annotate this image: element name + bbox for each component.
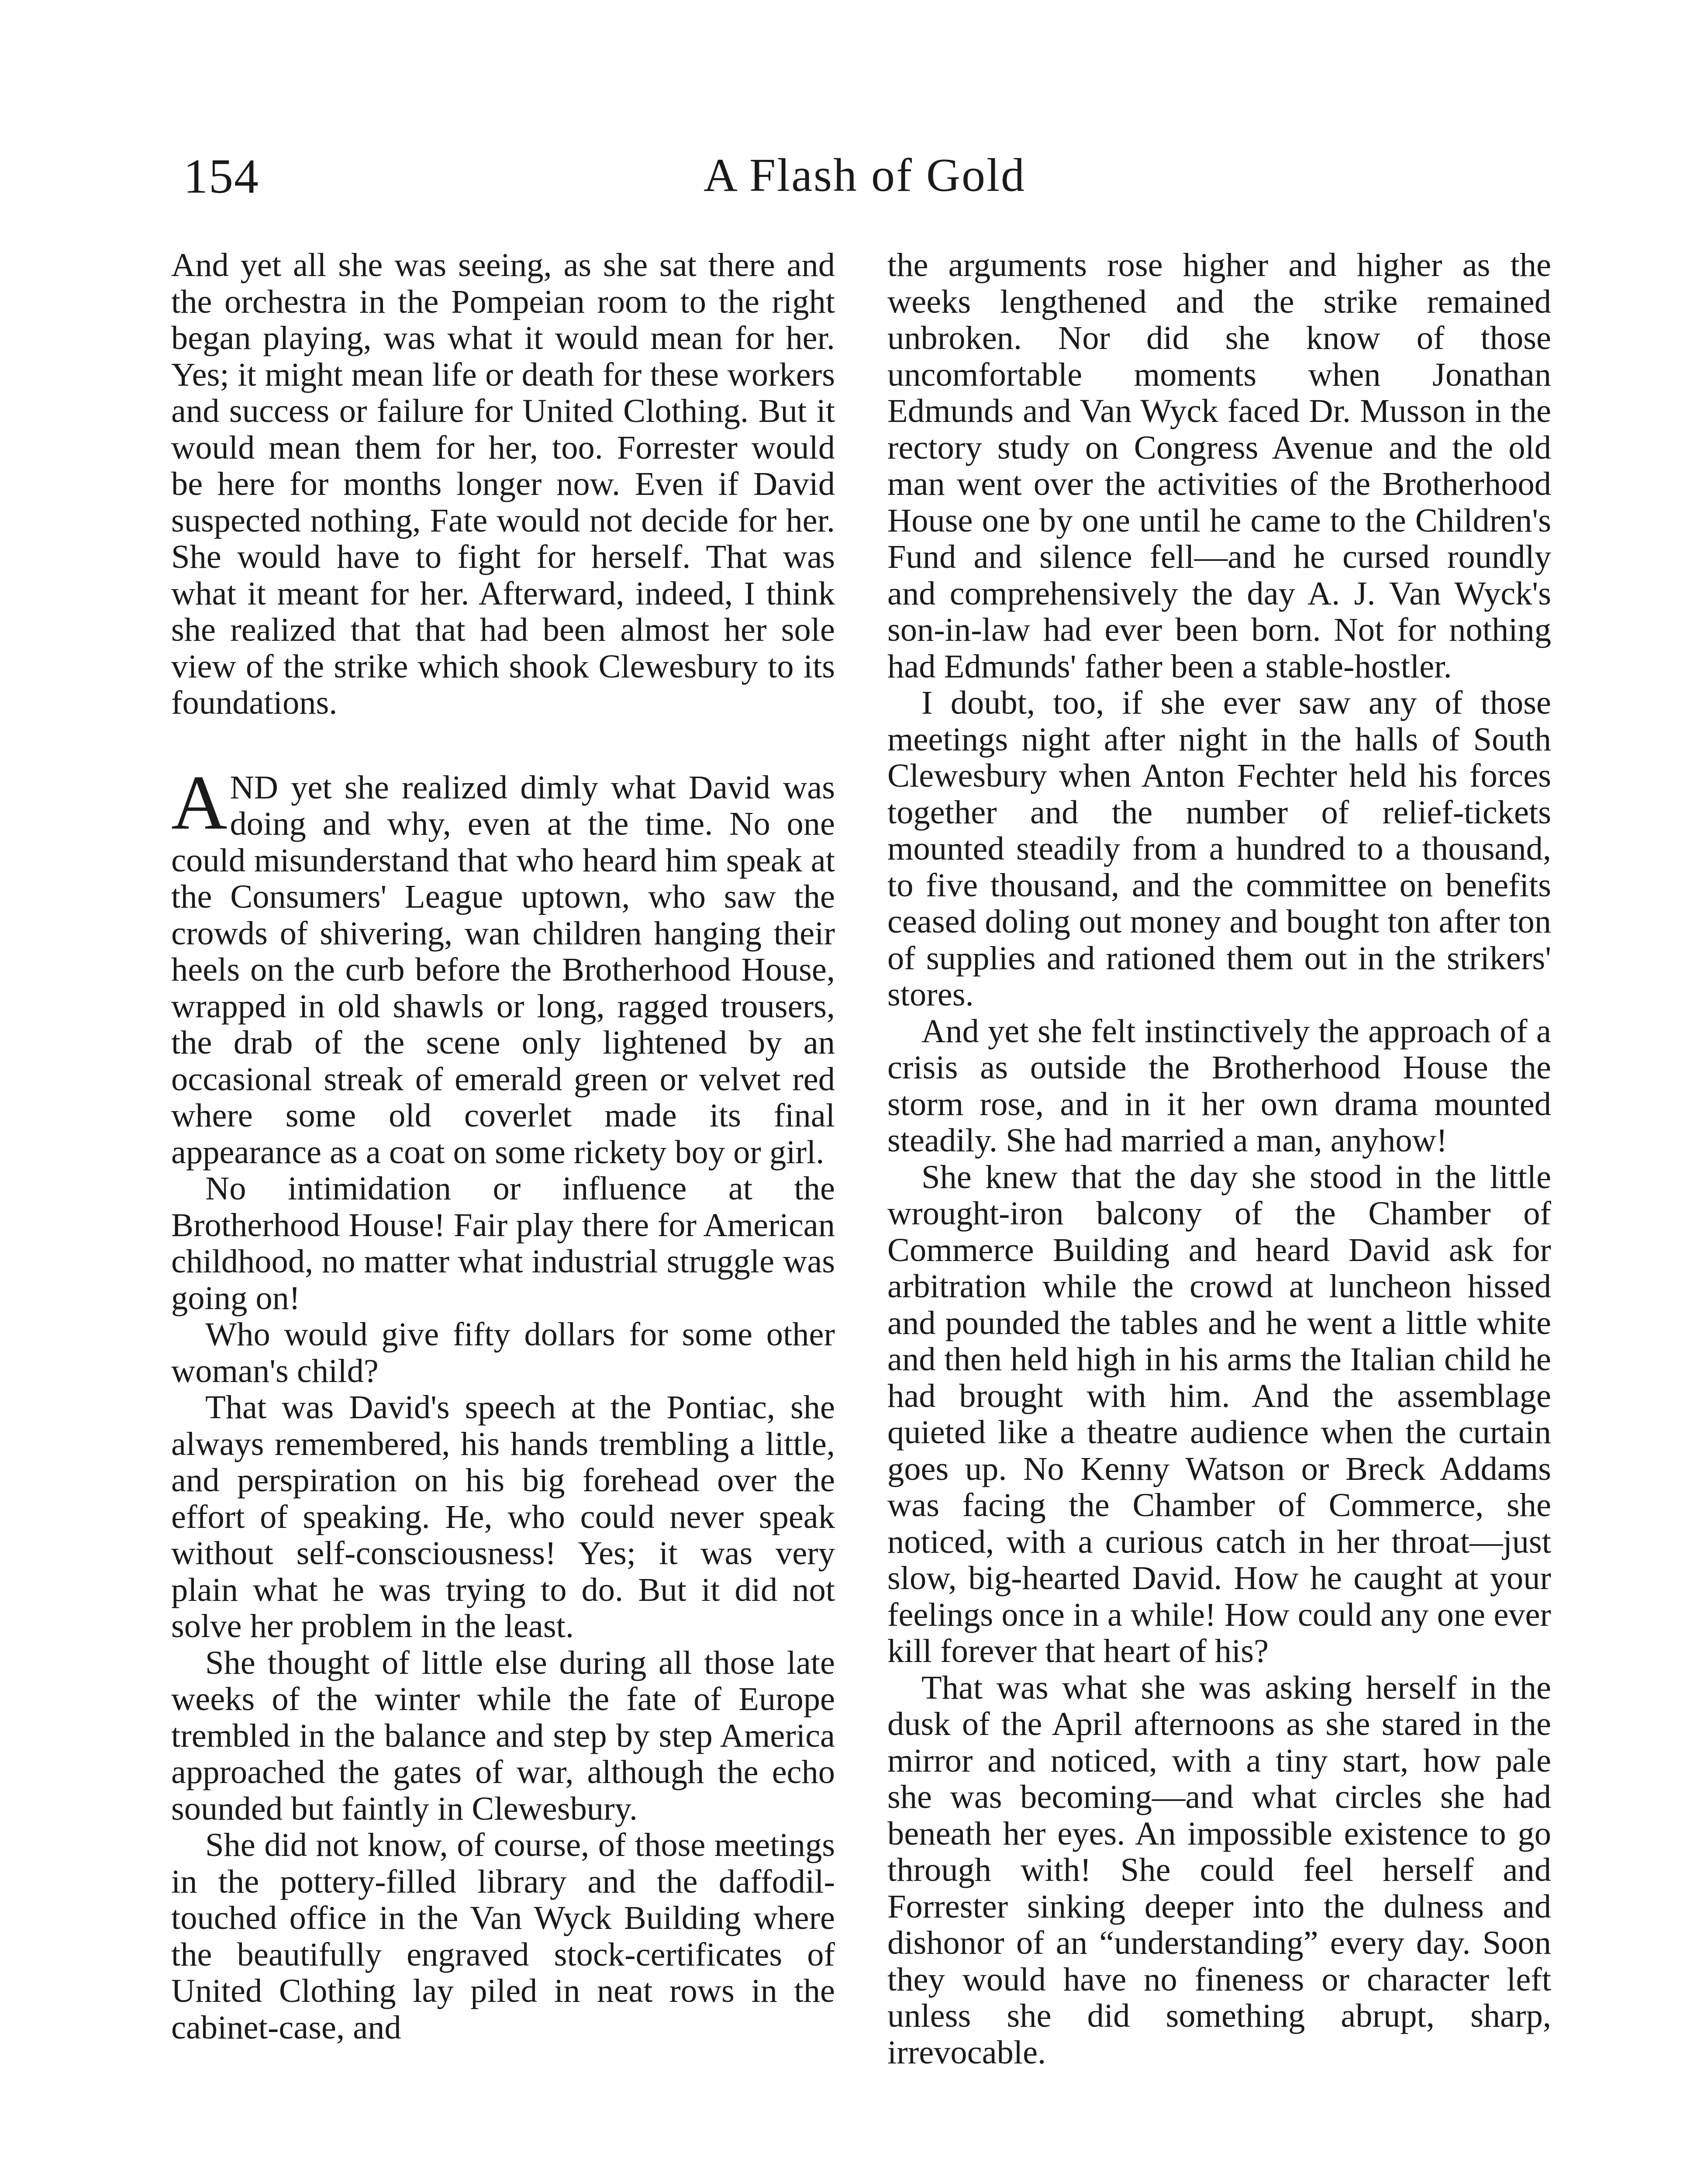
paragraph: She knew that the day she stood in the little wrought-iron balcony of the Chamber of Commerce Building and heard David ask for arbitration while the crowd at luncheon hissed and pounded the tables and he went a little white and then held high in his arms the Italian child he had brought with him. And the assemblage quieted like a theatre audience when the curtain goes up. No Kenny Watson or Breck Addams was facing the Chamber of Commerce, she noticed, with a curious catch in her throat—just slow, big-hearted David. How he caught at your feelings once in a while! How could any one ever kill forever that heart of his? [887, 1158, 1551, 1669]
paragraph: Who would give fifty dollars for some other woman's child? [171, 1316, 835, 1389]
paragraph: And yet all she was seeing, as she sat there and the orchestra in the Pompeian room to the right began playing, was what it would mean for her. Yes; it might mean life or death for these workers and success or failure for United Clothing. But it would mean them for her, too. Forrester would be here for months longer now. Even if David suspected nothing, Fate would not decide for her. She would have to fight for herself. That was what it meant for her. Afterward, indeed, I think she realized that that had been almost her sole view of the strike which shook Clewesbury to its foundations. [171, 246, 835, 721]
drop-cap: A [171, 759, 228, 846]
left-column [171, 247, 835, 2184]
page-number: 154 [183, 149, 259, 204]
right-column [887, 247, 1551, 2184]
article-body [171, 247, 1551, 2184]
paragraph: I doubt, too, if she ever saw any of those meetings night after night in the halls of South Clewesbury when Anton Fechter held his forces together and the number of relief-tickets mounted steadily from a hundred to a thousand, to five thousand, and the committee on benefits ceased doling out money and bought ton after ton of supplies and rationed them out in the strikers' stores. [887, 684, 1551, 1013]
running-title: A Flash of Gold [703, 149, 1026, 201]
paragraph: That was David's speech at the Pontiac, she always remembered, his hands trembling a little, and perspiration on his big forehead over the effort of speaking. He, who could never speak without self-consciousness! Yes; it was very plain what he was trying to do. But it did not solve her problem in the least. [171, 1389, 835, 1645]
paragraph: No intimidation or influence at the Brotherhood House! Fair play there for American childhood, no matter what industrial struggle was going on! [171, 1170, 835, 1317]
paragraph-text: ND yet she realized dimly what David was doing and why, even at the time. No one could misunderstand that who heard him speak at the Consumers' League uptown, who saw the crowds of shivering, wan children hanging their heels on the curb before the Brotherhood House, wrapped in old shawls or long, ragged trousers, the drab of the scene only lightened by an occasional streak of emerald green or velvet red where some old coverlet made its final appearance as a coat on some rickety boy or girl. [171, 768, 835, 1171]
paragraph: She thought of little else during all those late weeks of the winter while the fate of Europe trembled in the balance and step by step America approached the gates of war, although the echo sounded but faintly in Clewesbury. [171, 1644, 835, 1827]
section-start-paragraph [171, 759, 835, 1171]
paragraph: And yet she felt instinctively the approach of a crisis as outside the Brotherhood House the storm rose, and in it her own drama mounted steadily. She had married a man, anyhow! [887, 1012, 1551, 1159]
paragraph: She did not know, of course, of those meetings in the pottery-filled library and the daffodil-touched office in the Van Wyck Building where the beautifully engraved stock-certificates of United Clothing lay piled in neat rows in the cabinet-case, and [171, 1826, 835, 2046]
paragraph: the arguments rose higher and higher as the weeks lengthened and the strike remained unbroken. Nor did she know of those uncomfortable moments when Jonathan Edmunds and Van Wyck faced Dr. Musson in the rectory study on Congress Avenue and the old man went over the activities of the Brotherhood House one by one until he came to the Children's Fund and silence fell—and he cursed roundly and comprehensively the day A. J. Van Wyck's son-in-law had ever been born. Not for nothing had Edmunds' father been a stable-hostler. [887, 246, 1551, 685]
page-header [183, 149, 1546, 236]
paragraph: That was what she was asking herself in the dusk of the April afternoons as she stared in the mirror and noticed, with a tiny start, how pale she was becoming—and what circles she had beneath her eyes. An impossible existence to go through with! She could feel herself and Forrester sinking deeper into the dulness and dishonor of an “understanding” every day. Soon they would have no fineness or character left unless she did something abrupt, sharp, irrevocable. [887, 1669, 1551, 2071]
